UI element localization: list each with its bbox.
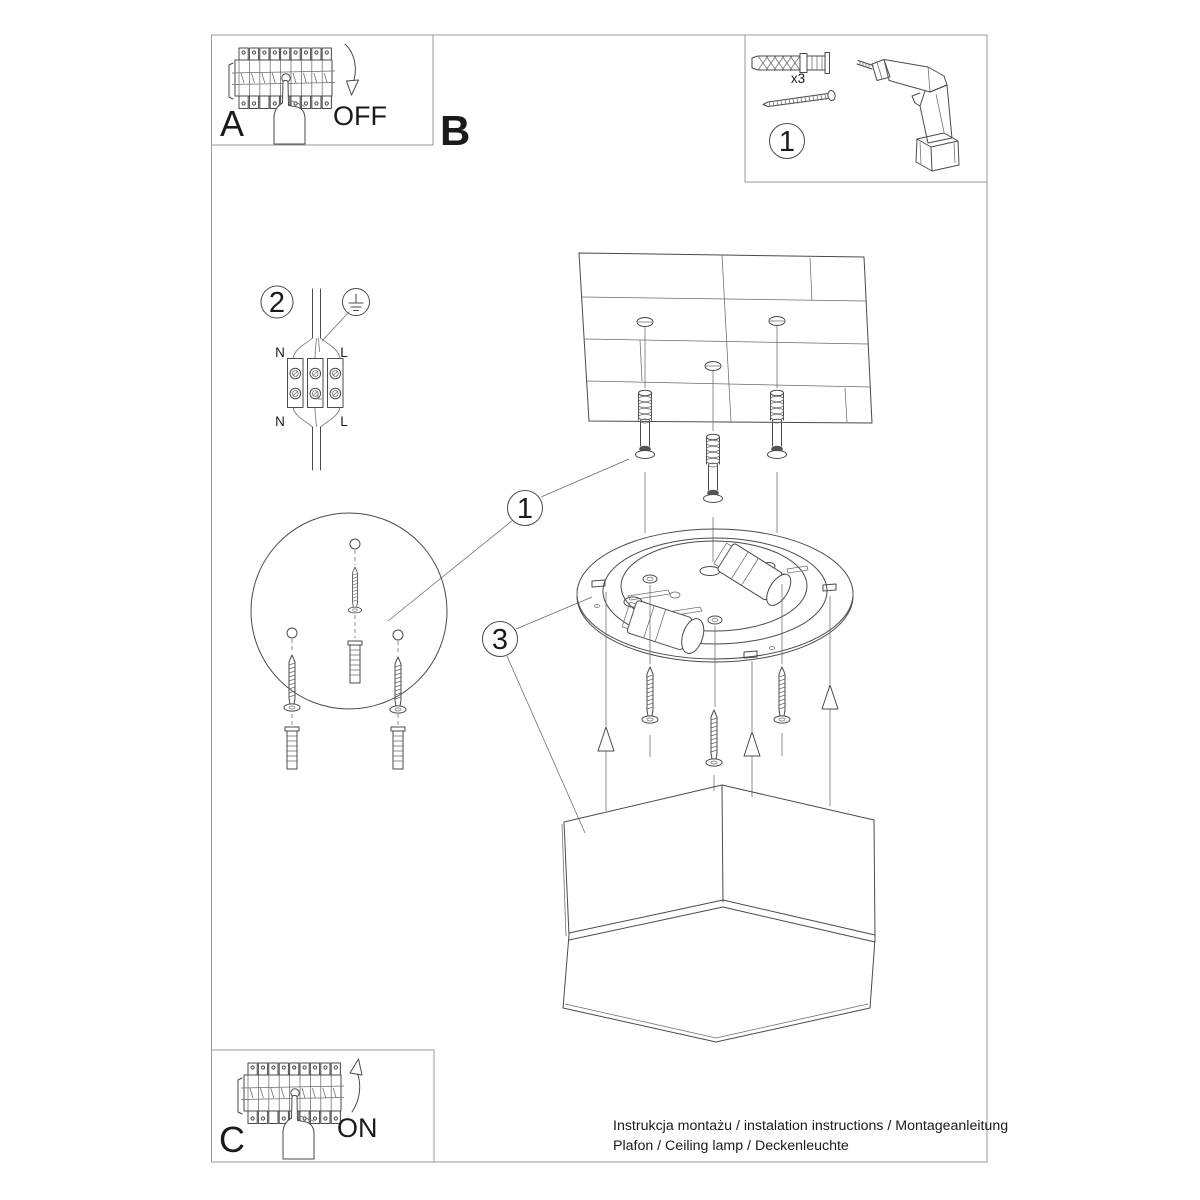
wiring-diagram xyxy=(261,286,370,470)
step-b-label: B xyxy=(440,107,471,154)
footer-text xyxy=(613,1118,1008,1154)
breaker-panel-illustration xyxy=(229,48,335,144)
screw-icon xyxy=(763,90,836,107)
footer-line-2: Plafon / Ceiling lamp / Deckenleuchte xyxy=(613,1138,849,1154)
direction-arrows xyxy=(598,685,838,756)
callout-1-number: 1 xyxy=(516,493,534,525)
ceiling-panel xyxy=(579,253,872,423)
terminal-block xyxy=(288,359,344,408)
anchor-detail-circle xyxy=(251,513,447,769)
supply-cable-top xyxy=(293,289,340,358)
step-a-box xyxy=(212,35,434,145)
lamp-socket-left xyxy=(621,597,708,656)
detail-screws xyxy=(284,567,406,713)
lamp-shade xyxy=(562,785,875,1042)
breaker-panel-illustration-c xyxy=(238,1063,344,1159)
tools-box xyxy=(745,35,987,182)
breaker-off-label: OFF xyxy=(333,101,387,131)
callout-3 xyxy=(483,597,593,833)
detail-plugs xyxy=(285,641,405,769)
step-1-number: 1 xyxy=(778,126,796,158)
earth-symbol-icon xyxy=(322,289,370,342)
plate-rim-tabs xyxy=(592,580,836,658)
callout-1 xyxy=(388,459,629,621)
terminal-n-top-label: N xyxy=(275,345,285,360)
step-1-badge xyxy=(770,124,805,159)
terminal-l-top-label: L xyxy=(340,345,348,360)
drill-icon xyxy=(857,60,959,172)
footer-line-1: Instrukcja montażu / instalation instructions / Montageanleitung xyxy=(613,1118,1009,1134)
step-c-box xyxy=(212,1050,435,1162)
panel-holes xyxy=(637,317,785,371)
arrow-down-icon xyxy=(345,44,359,95)
anchor-count-label: x3 xyxy=(790,71,806,86)
drill-hole xyxy=(287,539,403,640)
arrow-up-icon xyxy=(350,1059,362,1112)
step-2-number: 2 xyxy=(268,287,286,319)
step-2-badge xyxy=(261,286,293,319)
callout-3-number: 3 xyxy=(491,624,509,656)
step-a-label: A xyxy=(220,103,245,144)
step-c-label: C xyxy=(219,1119,245,1160)
terminal-l-bottom-label: L xyxy=(340,414,348,429)
lamp-cable-bottom xyxy=(293,408,340,471)
terminal-n-bottom-label: N xyxy=(275,414,285,429)
breaker-on-label: ON xyxy=(337,1113,378,1143)
